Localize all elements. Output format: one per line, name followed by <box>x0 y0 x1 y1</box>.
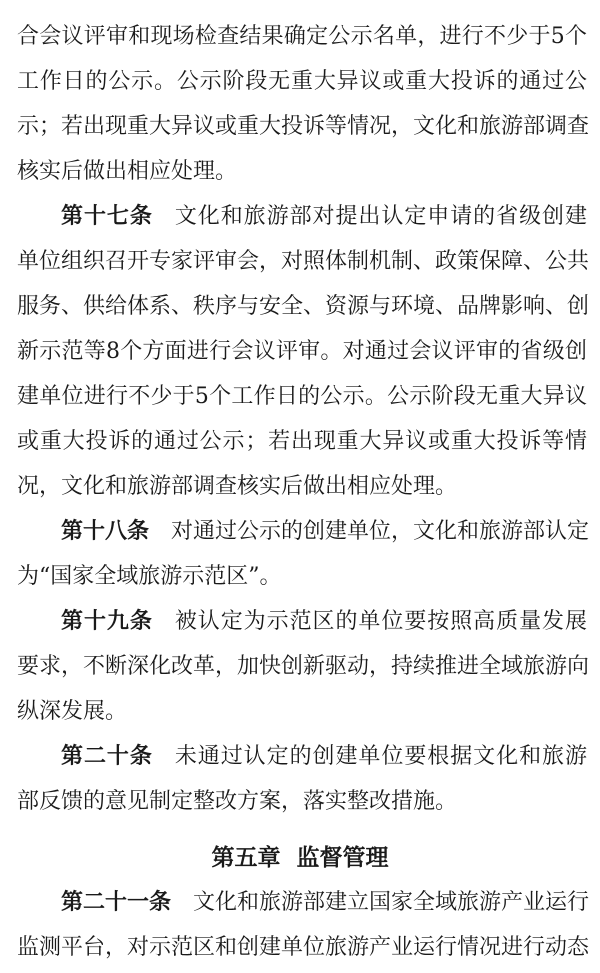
paragraph-line: 要求，不断深化改革，加快创新驱动，持续推进全域旅游向 <box>17 654 590 679</box>
paragraph-line: 为“国家全域旅游示范区”。 <box>17 564 282 589</box>
article-18-text: 对通过公示的创建单位，文化和旅游部认定 <box>171 519 590 544</box>
article-21-label: 第二十一条 <box>61 890 172 915</box>
paragraph-line: 新示范等8个方面进行会议评审。对通过会议评审的省级创 <box>17 339 587 364</box>
article-19-label: 第十九条 <box>61 609 153 634</box>
article-21-first-line <box>61 888 590 918</box>
article-19-first-line <box>61 607 587 637</box>
paragraph-line: 纵深发展。 <box>17 699 128 724</box>
article-17-text: 文化和旅游部对提出认定申请的省级创建 <box>174 204 587 229</box>
paragraph-line: 单位组织召开专家评审会，对照体制机制、政策保障、公共 <box>17 249 590 274</box>
article-18-label: 第十八条 <box>61 519 150 544</box>
paragraph-line: 部反馈的意见制定整改方案，落实整改措施。 <box>17 789 458 814</box>
article-17-first-line <box>61 202 587 232</box>
paragraph-line: 况，文化和旅游部调查核实后做出相应处理。 <box>17 474 458 499</box>
article-17-label: 第十七条 <box>61 204 153 229</box>
paragraph-line: 工作日的公示。公示阶段无重大异议或重大投诉的通过公 <box>17 69 587 94</box>
article-18-first-line <box>61 517 590 547</box>
paragraph-line: 或重大投诉的通过公示；若出现重大异议或重大投诉等情 <box>17 429 587 454</box>
paragraph-line: 服务、供给体系、秩序与安全、资源与环境、品牌影响、创 <box>17 294 590 319</box>
article-20-label: 第二十条 <box>61 744 153 769</box>
article-20-first-line <box>61 742 587 772</box>
paragraph-line: 监测平台，对示范区和创建单位旅游产业运行情况进行动态 <box>17 935 590 960</box>
paragraph-line: 核实后做出相应处理。 <box>17 159 238 184</box>
paragraph-line: 建单位进行不少于5个工作日的公示。公示阶段无重大异议 <box>17 384 587 409</box>
article-19-text: 被认定为示范区的单位要按照高质量发展 <box>174 609 587 634</box>
paragraph-line: 合会议评审和现场检查结果确定公示名单，进行不少于5个 <box>17 24 587 49</box>
chapter-title: 第五章 监督管理 <box>211 845 389 871</box>
paragraph-line: 示；若出现重大异议或重大投诉等情况，文化和旅游部调查 <box>17 114 590 139</box>
article-21-text: 文化和旅游部建立国家全域旅游产业运行 <box>193 890 590 915</box>
article-20-text: 未通过认定的创建单位要根据文化和旅游 <box>174 744 587 769</box>
